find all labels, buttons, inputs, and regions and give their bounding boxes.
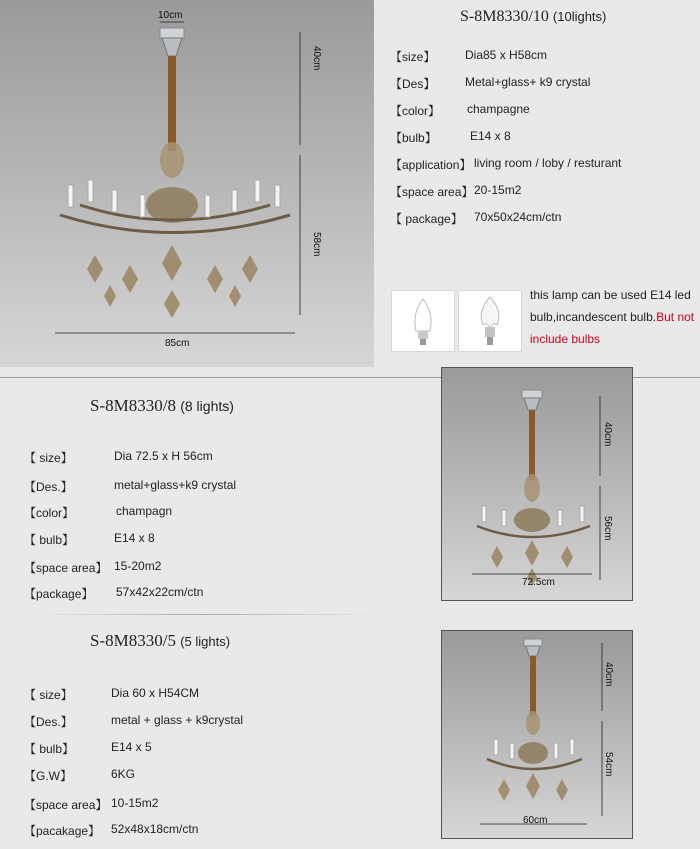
dimension-top-label: 10cm bbox=[158, 10, 183, 21]
spec-label: 【application】 bbox=[390, 158, 472, 172]
spec-label: 【 size】 bbox=[24, 451, 73, 465]
spec-value: 6KG bbox=[111, 767, 136, 781]
dimension-height-label: 56cm bbox=[602, 516, 613, 541]
spec-label: 【 bulb】 bbox=[24, 742, 75, 756]
spec-label: 【size】 bbox=[390, 50, 436, 64]
spec-value: living room / loby / resturant bbox=[474, 156, 622, 170]
product-title-10 bbox=[460, 8, 606, 26]
spec-value: 15-20m2 bbox=[114, 559, 162, 573]
candle-bulb-icon bbox=[392, 291, 454, 351]
dimension-height-label: 54cm bbox=[603, 752, 614, 777]
spec-value: champagn bbox=[116, 504, 173, 518]
bulb-note-warning: But not include bulbs bbox=[530, 310, 695, 346]
spec-value: 57x42x22cm/ctn bbox=[116, 585, 204, 599]
spec-label: 【Des.】 bbox=[24, 715, 73, 729]
light-count: (5 lights) bbox=[180, 634, 231, 649]
spec-value: Dia 72.5 x H 56cm bbox=[114, 449, 213, 463]
chandelier-photo-8-lights bbox=[441, 367, 633, 601]
chandelier-8-drawing bbox=[442, 368, 632, 600]
dimension-height-label: 58cm bbox=[311, 232, 322, 257]
bulb-image-candle bbox=[391, 290, 455, 352]
spec-value: E14 x 8 bbox=[114, 531, 155, 545]
spec-label: 【 package】 bbox=[390, 212, 463, 226]
spec-label: 【space area】 bbox=[24, 561, 108, 575]
light-count: (8 lights) bbox=[180, 398, 234, 414]
spec-label: 【 bulb】 bbox=[24, 533, 75, 547]
spec-label: 【space area】 bbox=[390, 185, 474, 199]
bulb-note-text: this lamp can be used E14 led bulb,incandescent bulb. bbox=[530, 288, 691, 324]
spec-value: E14 x 8 bbox=[470, 129, 511, 143]
spec-label: 【 size】 bbox=[24, 688, 73, 702]
spec-value: Dia 60 x H54CM bbox=[111, 686, 200, 700]
bulb-image-flame bbox=[458, 290, 522, 352]
spec-value: E14 x 5 bbox=[111, 740, 152, 754]
spec-value: metal + glass + k9crystal bbox=[111, 713, 244, 727]
product-title-8 bbox=[90, 396, 234, 416]
dimension-chain-label: 40cm bbox=[603, 662, 614, 687]
spec-label: 【pacakage】 bbox=[24, 824, 101, 838]
dimension-chain-label: 40cm bbox=[602, 422, 613, 447]
spec-label: 【Des.】 bbox=[24, 480, 73, 494]
light-count: (10lights) bbox=[552, 9, 607, 24]
spec-value: 70x50x24cm/ctn bbox=[474, 210, 562, 224]
spec-label: 【Des】 bbox=[390, 77, 436, 91]
bulb-note bbox=[530, 284, 700, 350]
dimension-width-label: 60cm bbox=[523, 815, 548, 826]
spec-label: 【bulb】 bbox=[390, 131, 437, 145]
spec-value: metal+glass+k9 crystal bbox=[114, 478, 237, 492]
spec-label: 【color】 bbox=[390, 104, 441, 118]
dimension-width-label: 85cm bbox=[165, 338, 190, 349]
section-divider bbox=[30, 614, 380, 615]
dimension-chain-label: 40cm bbox=[311, 46, 322, 71]
spec-value: champagne bbox=[467, 102, 530, 116]
spec-value: 10-15m2 bbox=[111, 796, 159, 810]
spec-label: 【package】 bbox=[24, 587, 94, 601]
product-title-5 bbox=[90, 631, 230, 651]
spec-value: 52x48x18cm/ctn bbox=[111, 822, 199, 836]
model-number: S-8M8330/10 bbox=[460, 8, 549, 25]
spec-label: 【space area】 bbox=[24, 798, 108, 812]
spec-value: Metal+glass+ k9 crystal bbox=[465, 75, 591, 89]
model-number: S-8M8330/8 bbox=[90, 396, 176, 415]
spec-label: 【color】 bbox=[24, 506, 75, 520]
spec-value: 20-15m2 bbox=[474, 183, 522, 197]
flame-bulb-icon bbox=[459, 291, 521, 351]
dimension-width-label: 72.5cm bbox=[522, 577, 555, 588]
model-number: S-8M8330/5 bbox=[90, 631, 176, 650]
spec-label: 【G.W】 bbox=[24, 769, 72, 783]
spec-value: Dia85 x H58cm bbox=[465, 48, 548, 62]
